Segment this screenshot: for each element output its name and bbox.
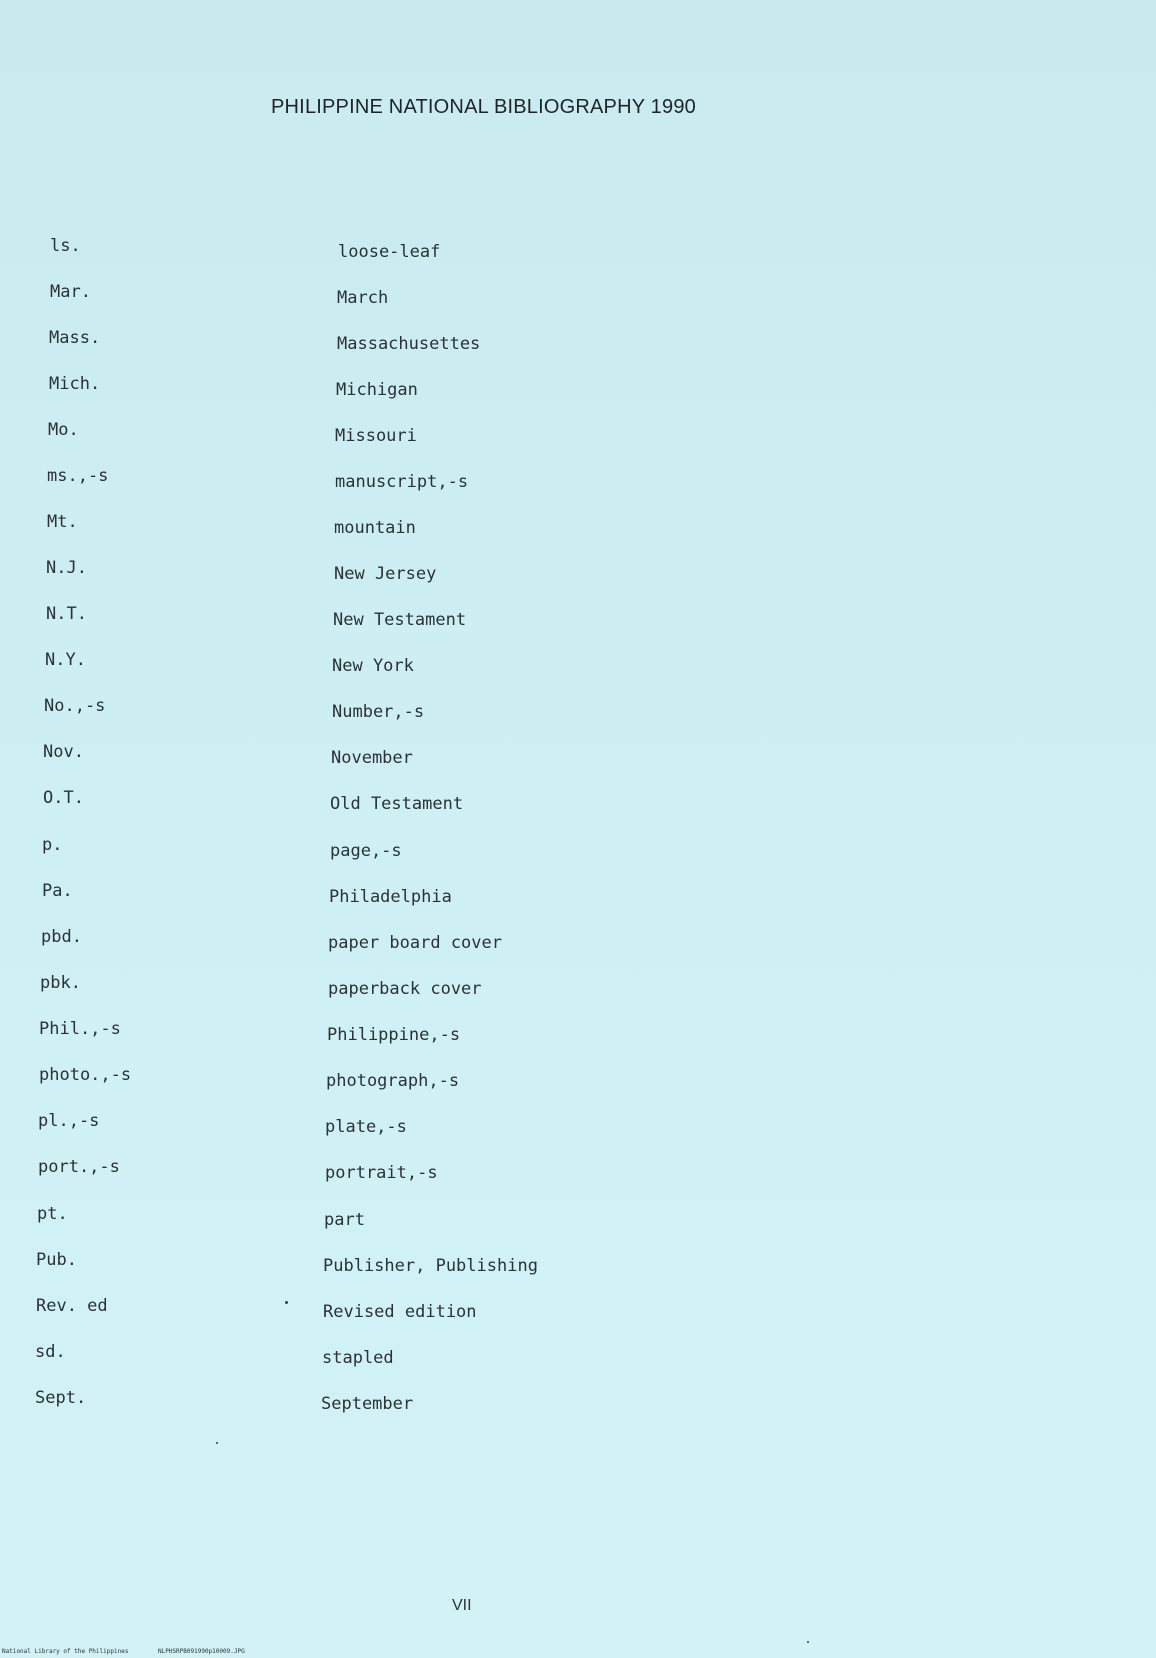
abbreviation-term: sd. [35,1342,66,1362]
page-title: PHILIPPINE NATIONAL BIBLIOGRAPHY 1990 [271,96,696,118]
abbreviation-meaning: Revised edition [323,1302,477,1322]
abbreviation-term: pt. [37,1204,68,1224]
abbreviation-meaning: page,-s [330,841,402,861]
abbreviation-row [0,558,900,588]
abbreviation-meaning: Philadelphia [329,887,452,907]
abbreviation-row [0,236,900,266]
abbreviation-row [0,788,900,818]
abbreviation-row [0,282,900,312]
abbreviation-meaning: Old Testament [330,794,464,814]
abbreviation-term: p. [42,835,63,855]
abbreviation-meaning: March [337,288,389,308]
abbreviation-row [0,1296,900,1326]
scan-credit: National Library of the Philippines [2,1648,129,1655]
abbreviation-term: Mt. [47,512,78,532]
abbreviation-term: Mo. [48,420,79,440]
abbreviation-meaning: Michigan [336,380,418,400]
abbreviation-term: Mich. [49,374,101,394]
abbreviation-row [0,696,900,726]
abbreviation-term: Sept. [35,1388,87,1408]
abbreviation-term: ms.,-s [47,466,109,486]
abbreviation-row [0,328,900,358]
abbreviation-row [0,512,900,542]
abbreviation-meaning: New Testament [333,610,467,630]
abbreviation-meaning: plate,-s [325,1117,407,1137]
abbreviation-row [0,881,900,911]
abbreviation-meaning: loose-leaf [338,242,441,262]
abbreviation-row [0,374,900,404]
scan-file-id: NLPHSRPB091990p10009.JPG [158,1648,245,1655]
abbreviation-term: Nov. [43,742,84,762]
abbreviation-meaning: paper board cover [328,933,502,953]
abbreviation-row [0,1019,900,1049]
abbreviation-row [0,835,900,865]
scan-speck [285,1301,288,1304]
abbreviation-meaning: manuscript,-s [335,472,469,492]
abbreviation-meaning: Massachusettes [337,334,481,354]
abbreviation-term: port.,-s [38,1157,120,1177]
abbreviation-term: Rev. ed [36,1296,108,1316]
abbreviation-row [0,1111,900,1141]
scan-speck [807,1641,809,1643]
abbreviation-row [0,1204,900,1234]
abbreviation-row [0,927,900,957]
abbreviation-meaning: mountain [334,518,416,538]
abbreviation-row [0,1342,900,1372]
abbreviation-row [0,420,900,450]
abbreviation-meaning: September [321,1394,414,1414]
abbreviation-term: N.T. [46,604,87,624]
abbreviation-term: Pub. [36,1250,77,1270]
abbreviation-meaning: portrait,-s [325,1163,438,1183]
abbreviation-term: Pa. [42,881,73,901]
abbreviation-meaning: paperback cover [328,979,482,999]
abbreviation-term: pbd. [41,927,82,947]
abbreviation-meaning: Philippine,-s [327,1025,461,1045]
abbreviation-term: N.Y. [45,650,86,670]
abbreviation-meaning: November [331,748,413,768]
page-number: VII [452,1597,472,1614]
abbreviation-row [0,650,900,680]
abbreviation-row [0,1250,900,1280]
abbreviation-term: No.,-s [44,696,106,716]
abbreviation-term: N.J. [46,558,87,578]
abbreviation-row [0,742,900,772]
abbreviation-row [0,1157,900,1187]
abbreviation-term: ls. [50,236,81,256]
abbreviation-term: pbk. [40,973,81,993]
abbreviation-term: O.T. [43,788,84,808]
abbreviation-meaning: Missouri [335,426,417,446]
abbreviation-meaning: New York [332,656,414,676]
abbreviation-term: pl.,-s [38,1111,100,1131]
scan-speck [216,1442,218,1444]
abbreviation-meaning: Number,-s [332,702,425,722]
abbreviation-meaning: stapled [322,1348,394,1368]
abbreviation-meaning: photograph,-s [326,1071,460,1091]
abbreviation-row [0,466,900,496]
abbreviation-row [0,973,900,1003]
abbreviation-term: Mass. [49,328,101,348]
abbreviation-term: photo.,-s [39,1065,132,1085]
abbreviation-row [0,1065,900,1095]
abbreviation-meaning: New Jersey [334,564,437,584]
abbreviation-term: Mar. [50,282,91,302]
abbreviation-meaning: Publisher, Publishing [323,1256,538,1276]
abbreviation-row [0,604,900,634]
abbreviation-meaning: part [324,1210,365,1230]
abbreviation-term: Phil.,-s [39,1019,121,1039]
abbreviation-row [0,1388,900,1418]
